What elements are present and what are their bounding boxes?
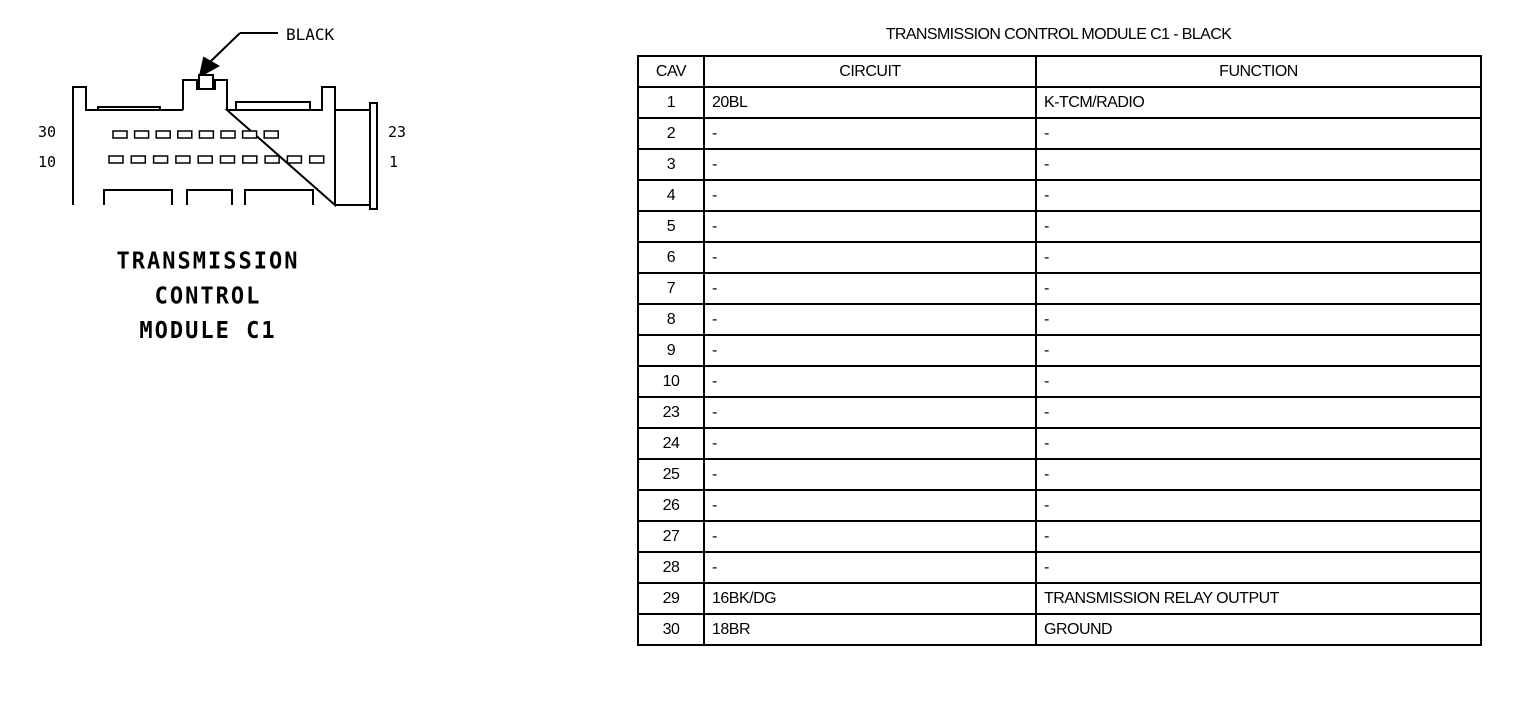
pin-cavity bbox=[154, 156, 168, 163]
table-row bbox=[638, 366, 1481, 397]
cell-circuit: - bbox=[704, 242, 1036, 273]
cell-function: - bbox=[1036, 366, 1481, 397]
pin-cavity bbox=[287, 156, 301, 163]
cell-circuit: - bbox=[704, 149, 1036, 180]
cell-function: - bbox=[1036, 118, 1481, 149]
cell-function: - bbox=[1036, 335, 1481, 366]
cell-function: - bbox=[1036, 211, 1481, 242]
pin-cavity bbox=[265, 156, 279, 163]
cell-function: TRANSMISSION RELAY OUTPUT bbox=[1036, 583, 1481, 614]
pin-cavity bbox=[199, 131, 213, 138]
cell-circuit: - bbox=[704, 428, 1036, 459]
cell-cav: 3 bbox=[638, 149, 704, 180]
cell-circuit: - bbox=[704, 490, 1036, 521]
color-label-arrowhead bbox=[200, 58, 218, 76]
pin-cavity bbox=[178, 131, 192, 138]
pin-label-top-right: 23 bbox=[388, 123, 407, 141]
cell-cav: 27 bbox=[638, 521, 704, 552]
pin-cavity bbox=[113, 131, 127, 138]
cell-cav: 25 bbox=[638, 459, 704, 490]
cell-cav: 7 bbox=[638, 273, 704, 304]
cell-circuit: - bbox=[704, 118, 1036, 149]
cell-cav: 23 bbox=[638, 397, 704, 428]
table-row bbox=[638, 335, 1481, 366]
connector-bottom-pin-row bbox=[109, 156, 324, 163]
table-header-row bbox=[638, 56, 1481, 87]
pin-cavity bbox=[243, 156, 257, 163]
pin-label-bottom-left: 10 bbox=[38, 153, 57, 171]
cell-function: - bbox=[1036, 242, 1481, 273]
cell-cav: 29 bbox=[638, 583, 704, 614]
table-row bbox=[638, 180, 1481, 211]
cell-circuit: - bbox=[704, 521, 1036, 552]
pin-label-bottom-right: 1 bbox=[389, 153, 399, 171]
table-row bbox=[638, 118, 1481, 149]
table-row bbox=[638, 490, 1481, 521]
pinout-table bbox=[637, 55, 1482, 646]
cell-function: - bbox=[1036, 149, 1481, 180]
connector-latch-tab bbox=[199, 75, 213, 89]
cell-circuit: - bbox=[704, 304, 1036, 335]
cell-function: GROUND bbox=[1036, 614, 1481, 645]
cell-function: - bbox=[1036, 428, 1481, 459]
pin-cavity bbox=[198, 156, 212, 163]
header-cav: CAV bbox=[638, 56, 704, 87]
cell-cav: 2 bbox=[638, 118, 704, 149]
table-row bbox=[638, 583, 1481, 614]
cell-cav: 8 bbox=[638, 304, 704, 335]
table-title: TRANSMISSION CONTROL MODULE C1 - BLACK bbox=[885, 26, 1232, 43]
pin-cavity bbox=[264, 131, 278, 138]
cell-circuit: - bbox=[704, 180, 1036, 211]
cell-circuit: 18BR bbox=[704, 614, 1036, 645]
connector-bottom-feet bbox=[104, 190, 313, 205]
cell-function: - bbox=[1036, 521, 1481, 552]
cell-circuit: - bbox=[704, 397, 1036, 428]
cell-circuit: - bbox=[704, 273, 1036, 304]
connector-top-slot-left bbox=[98, 107, 160, 110]
header-function: FUNCTION bbox=[1036, 56, 1481, 87]
table-row bbox=[638, 273, 1481, 304]
cell-circuit: - bbox=[704, 366, 1036, 397]
cell-cav: 24 bbox=[638, 428, 704, 459]
cell-cav: 10 bbox=[638, 366, 704, 397]
table-row bbox=[638, 149, 1481, 180]
pin-cavity bbox=[131, 156, 145, 163]
cell-cav: 4 bbox=[638, 180, 704, 211]
cell-function: - bbox=[1036, 180, 1481, 211]
table-row bbox=[638, 459, 1481, 490]
pin-cavity bbox=[221, 156, 235, 163]
cell-function: - bbox=[1036, 304, 1481, 335]
cell-function: - bbox=[1036, 397, 1481, 428]
cell-function: - bbox=[1036, 459, 1481, 490]
connector-title-line-1: TRANSMISSION bbox=[116, 248, 300, 275]
cell-cav: 6 bbox=[638, 242, 704, 273]
pin-cavity bbox=[176, 156, 190, 163]
connector-housing-outline bbox=[73, 87, 335, 205]
cell-function: - bbox=[1036, 552, 1481, 583]
cell-circuit: 16BK/DG bbox=[704, 583, 1036, 614]
cell-cav: 30 bbox=[638, 614, 704, 645]
connector-title-line-3: MODULE C1 bbox=[139, 318, 277, 345]
connector-top-slot-right bbox=[236, 102, 310, 110]
pin-label-top-left: 30 bbox=[38, 123, 57, 141]
cell-circuit: - bbox=[704, 211, 1036, 242]
table-row bbox=[638, 242, 1481, 273]
cell-circuit: - bbox=[704, 459, 1036, 490]
connector-title bbox=[86, 245, 330, 349]
cell-function: K-TCM/RADIO bbox=[1036, 87, 1481, 118]
cell-cav: 26 bbox=[638, 490, 704, 521]
pin-cavity bbox=[243, 131, 257, 138]
cell-cav: 1 bbox=[638, 87, 704, 118]
table-row bbox=[638, 552, 1481, 583]
connector-color-label: BLACK bbox=[286, 25, 335, 44]
cell-circuit: - bbox=[704, 552, 1036, 583]
connector-top-pin-row bbox=[113, 131, 278, 138]
header-circuit: CIRCUIT bbox=[704, 56, 1036, 87]
connector-title-line-2: CONTROL bbox=[154, 283, 262, 310]
pin-cavity bbox=[221, 131, 235, 138]
cell-cav: 5 bbox=[638, 211, 704, 242]
pin-cavity bbox=[109, 156, 123, 163]
table-row bbox=[638, 614, 1481, 645]
pin-cavity bbox=[310, 156, 324, 163]
color-label-leader-diagonal bbox=[210, 33, 240, 62]
cell-function: - bbox=[1036, 273, 1481, 304]
pin-cavity bbox=[156, 131, 170, 138]
table-row bbox=[638, 304, 1481, 335]
cell-circuit: 20BL bbox=[704, 87, 1036, 118]
table-row bbox=[638, 211, 1481, 242]
cell-function: - bbox=[1036, 490, 1481, 521]
table-row bbox=[638, 397, 1481, 428]
cell-cav: 9 bbox=[638, 335, 704, 366]
table-row bbox=[638, 521, 1481, 552]
pin-cavity bbox=[135, 131, 149, 138]
table-row bbox=[638, 428, 1481, 459]
table-row bbox=[638, 87, 1481, 118]
cell-circuit: - bbox=[704, 335, 1036, 366]
cell-cav: 28 bbox=[638, 552, 704, 583]
